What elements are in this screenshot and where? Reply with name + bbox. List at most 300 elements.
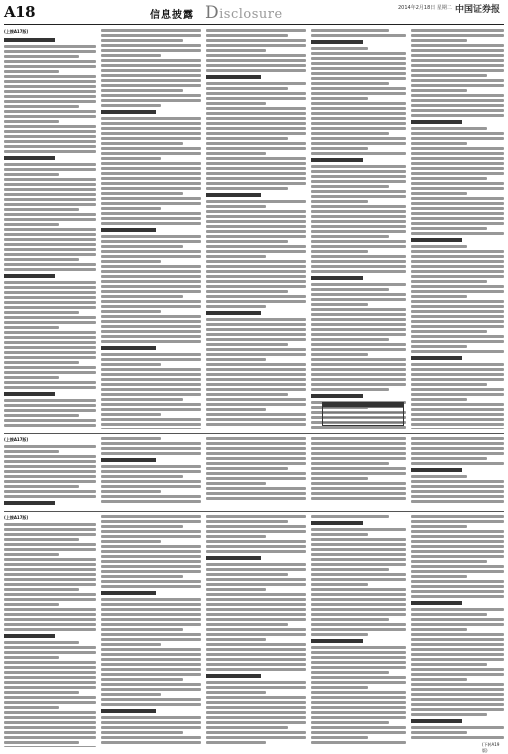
text-line: [311, 142, 406, 145]
column-13: [206, 515, 306, 747]
text-line: [206, 107, 306, 110]
text-line: [206, 623, 288, 626]
text-line: [311, 298, 406, 301]
text-line: [101, 485, 201, 488]
text-line: [206, 122, 306, 125]
text-line: [311, 62, 406, 65]
text-line: [206, 487, 306, 490]
text-line: [101, 340, 201, 343]
text-line: [4, 553, 59, 556]
text-line: [101, 79, 201, 82]
text-line: [311, 666, 406, 669]
text-line: [311, 276, 363, 280]
text-line: [101, 127, 201, 130]
text-line: [4, 105, 79, 108]
text-line: [411, 29, 504, 32]
text-line: [4, 450, 59, 453]
text-line: [206, 691, 266, 694]
text-line: [311, 313, 406, 316]
text-line: [101, 167, 201, 170]
text-line: [311, 528, 406, 531]
text-line: [206, 403, 306, 406]
text-line: [411, 452, 504, 455]
text-line: [101, 413, 161, 416]
text-line: [411, 633, 504, 636]
text-line: [101, 653, 201, 656]
text-line: [4, 523, 96, 526]
text-line: [311, 225, 406, 228]
text-line: [4, 163, 96, 166]
text-line: [206, 333, 306, 336]
text-line: [411, 442, 504, 445]
text-line: [101, 255, 201, 258]
text-line: [411, 520, 504, 523]
text-line: [411, 698, 504, 701]
text-line: [311, 92, 406, 95]
text-line: [411, 255, 504, 258]
text-line: [4, 736, 96, 739]
text-line: [4, 65, 96, 68]
text-line: [4, 341, 96, 344]
text-line: [101, 550, 201, 553]
text-line: [311, 318, 406, 321]
text-line: [4, 218, 96, 221]
text-line: [206, 437, 306, 440]
text-line: [4, 321, 96, 324]
text-line: [4, 296, 96, 299]
column-14: [311, 515, 406, 747]
text-line: [311, 462, 389, 465]
text-line: [4, 371, 96, 374]
text-line: [411, 147, 504, 150]
text-line: [311, 107, 406, 110]
text-line: [311, 343, 406, 346]
text-line: [206, 59, 306, 62]
text-line: [311, 681, 406, 684]
text-line: [206, 648, 306, 651]
text-line: [206, 633, 306, 636]
text-line: [4, 178, 96, 181]
column-9: [311, 437, 406, 507]
text-line: [411, 413, 504, 416]
text-line: [206, 220, 306, 223]
text-line: [411, 290, 504, 293]
text-line: [206, 568, 306, 571]
text-line: [4, 686, 96, 689]
text-line: [206, 608, 306, 611]
text-line: [206, 270, 306, 273]
text-line: [311, 618, 389, 621]
text-line: [206, 520, 288, 523]
text-line: [311, 573, 406, 576]
text-line: [311, 731, 406, 734]
text-line: [101, 270, 201, 273]
column-11: [4, 515, 96, 747]
text-line: [311, 230, 406, 233]
text-line: [206, 618, 306, 621]
text-line: [411, 300, 504, 303]
column-4: [311, 29, 406, 429]
text-line: [4, 233, 96, 236]
text-line: [206, 210, 306, 213]
text-line: [4, 414, 79, 417]
text-line: [206, 706, 306, 709]
text-line: [206, 323, 306, 326]
text-line: [411, 69, 504, 72]
text-line: [4, 291, 96, 294]
text-line: [311, 497, 406, 500]
text-line: [4, 548, 96, 551]
text-line: [411, 275, 504, 278]
text-line: [101, 142, 183, 145]
text-line: [101, 197, 201, 200]
text-line: [206, 250, 306, 253]
text-line: [4, 331, 96, 334]
text-line: [411, 315, 504, 318]
text-line: [4, 618, 96, 621]
text-line: [311, 426, 406, 429]
text-line: [411, 560, 487, 563]
text-line: [411, 668, 504, 671]
text-line: [4, 366, 96, 369]
text-line: [206, 686, 306, 689]
text-line: [101, 608, 201, 611]
text-line: [4, 75, 96, 78]
text-line: [411, 565, 504, 568]
text-line: [411, 310, 504, 313]
text-line: [101, 147, 201, 150]
text-line: [4, 628, 96, 631]
text-line: [411, 653, 504, 656]
text-line: [411, 495, 504, 498]
text-line: [411, 363, 504, 366]
text-line: [311, 333, 406, 336]
text-line: [411, 693, 504, 696]
text-line: [311, 373, 406, 376]
text-line: [311, 67, 406, 70]
text-line: [101, 698, 201, 701]
column-15: [411, 515, 504, 740]
text-line: [311, 639, 363, 643]
text-line: [411, 530, 504, 533]
text-line: [4, 419, 96, 422]
text-line: [206, 418, 306, 421]
text-line: [411, 708, 504, 711]
text-line: [311, 205, 406, 208]
text-line: [101, 520, 201, 523]
text-line: [101, 648, 201, 651]
text-line: [206, 368, 306, 371]
text-line: [101, 290, 201, 293]
text-line: [311, 363, 406, 366]
column-6: [4, 437, 96, 507]
text-line: [101, 678, 183, 681]
text-line: [4, 198, 96, 201]
text-line: [311, 553, 406, 556]
text-line: [101, 49, 201, 52]
text-line: [411, 500, 504, 503]
text-line: [311, 240, 406, 243]
text-line: [101, 64, 201, 67]
text-line: [4, 651, 96, 654]
text-line: [411, 719, 462, 723]
text-line: [206, 613, 306, 616]
text-line: [311, 578, 406, 581]
text-line: [101, 633, 201, 636]
text-line: [206, 172, 306, 175]
text-line: [101, 408, 201, 411]
text-line: [4, 706, 59, 709]
text-line: [4, 543, 96, 546]
text-line: [4, 681, 96, 684]
text-line: [101, 490, 161, 493]
text-line: [206, 132, 306, 135]
text-line: [311, 656, 406, 659]
text-line: [4, 125, 96, 128]
text-line: [206, 285, 306, 288]
text-line: [411, 468, 462, 472]
text-line: [411, 232, 504, 235]
text-line: [206, 442, 306, 445]
text-line: [311, 147, 368, 150]
text-line: [206, 535, 266, 538]
text-line: [411, 408, 504, 411]
text-line: [411, 238, 462, 242]
text-line: [4, 253, 96, 256]
text-line: [411, 167, 504, 170]
text-line: [206, 167, 306, 170]
text-line: [411, 535, 504, 538]
text-line: [411, 515, 504, 518]
text-line: [411, 157, 504, 160]
text-line: [101, 104, 161, 107]
text-line: [311, 270, 406, 273]
text-line: [101, 330, 201, 333]
text-line: [311, 388, 389, 391]
text-line: [311, 328, 406, 331]
text-line: [101, 603, 201, 606]
text-line: [206, 295, 306, 298]
text-line: [411, 250, 504, 253]
text-line: [101, 260, 161, 263]
text-line: [101, 335, 201, 338]
text-line: [311, 250, 368, 253]
text-line: [206, 177, 306, 180]
text-line: [4, 55, 79, 58]
text-line: [411, 39, 467, 42]
text-line: [411, 570, 504, 573]
text-line: [311, 515, 389, 518]
column-10: [411, 437, 504, 507]
text-line: [411, 608, 504, 611]
text-line: [311, 152, 406, 155]
text-line: [101, 59, 201, 62]
text-line: [411, 350, 504, 353]
text-line: [206, 142, 306, 145]
text-line: [4, 608, 96, 611]
text-line: [101, 688, 201, 691]
text-line: [101, 162, 201, 165]
column-12: [101, 515, 201, 747]
text-line: [101, 346, 156, 350]
text-line: [411, 585, 504, 588]
text-line: [311, 190, 406, 193]
text-line: [4, 656, 59, 659]
text-line: [4, 721, 96, 724]
text-line: [206, 328, 306, 331]
text-line: [411, 172, 504, 175]
text-line: [311, 472, 406, 475]
text-line: [4, 50, 96, 53]
text-line: [101, 89, 183, 92]
section-title-en-initial: D: [205, 3, 220, 23]
text-line: [206, 300, 306, 303]
text-line: [4, 135, 96, 138]
text-line: [206, 398, 306, 401]
text-line: [311, 117, 406, 120]
text-line: [206, 117, 306, 120]
text-line: [4, 480, 96, 483]
text-line: [206, 235, 306, 238]
text-line: [4, 60, 96, 63]
text-line: [4, 130, 96, 133]
text-line: [411, 152, 504, 155]
text-line: [4, 573, 96, 576]
text-line: [101, 177, 201, 180]
text-line: [4, 183, 96, 186]
text-line: [411, 202, 504, 205]
text-line: [311, 521, 363, 525]
text-line: [101, 495, 201, 498]
text-line: [101, 570, 201, 573]
text-line: [311, 348, 406, 351]
text-line: [206, 275, 306, 278]
text-line: [206, 643, 306, 646]
text-line: [311, 34, 406, 37]
text-line: [101, 703, 201, 706]
text-line: [411, 74, 487, 77]
text-line: [206, 462, 306, 465]
text-line: [311, 686, 368, 689]
text-line: [4, 392, 55, 396]
text-line: [101, 736, 201, 739]
text-line: [101, 393, 201, 396]
text-line: [311, 72, 406, 75]
text-line: [411, 325, 504, 328]
text-line: [4, 140, 96, 143]
text-line: [411, 525, 467, 528]
text-line: [311, 265, 406, 268]
text-line: [4, 85, 96, 88]
text-line: [206, 338, 306, 341]
text-line: [311, 563, 406, 566]
text-line: [311, 122, 406, 125]
text-line: [206, 34, 288, 37]
text-line: [311, 558, 406, 561]
text-line: [311, 437, 406, 440]
text-line: [411, 84, 504, 87]
text-line: [101, 428, 201, 429]
text-line: [206, 545, 306, 548]
text-line: [411, 736, 504, 739]
text-line: [4, 445, 96, 448]
header-rule: [4, 24, 504, 25]
text-line: [4, 711, 96, 714]
text-line: [101, 668, 201, 671]
text-line: [411, 658, 504, 661]
text-line: [311, 338, 389, 341]
text-line: [206, 447, 306, 450]
text-line: [411, 64, 504, 67]
text-line: [206, 393, 288, 396]
text-line: [311, 383, 406, 386]
text-line: [101, 540, 161, 543]
text-line: [206, 423, 306, 426]
text-line: [311, 40, 363, 44]
text-line: [4, 386, 96, 389]
text-line: [101, 585, 201, 588]
text-line: [101, 500, 201, 503]
text-line: [101, 465, 201, 468]
text-line: [411, 114, 504, 117]
text-line: [311, 633, 368, 636]
text-line: [4, 90, 96, 93]
text-line: [411, 187, 504, 190]
text-line: [411, 550, 504, 553]
text-line: [311, 736, 368, 739]
column-5: [411, 29, 504, 429]
text-line: [311, 378, 406, 381]
text-line: [411, 480, 504, 483]
text-line: [206, 87, 288, 90]
text-line: [206, 492, 306, 495]
text-line: [4, 351, 96, 354]
text-line: [411, 601, 462, 605]
text-line: [411, 335, 504, 338]
text-line: [101, 305, 201, 308]
text-line: [206, 205, 266, 208]
column-1: [4, 29, 96, 429]
text-line: [206, 97, 306, 100]
text-line: [101, 418, 201, 421]
text-line: [4, 80, 96, 83]
text-line: [311, 588, 406, 591]
text-line: [411, 217, 504, 220]
text-line: [411, 104, 504, 107]
text-line: [411, 683, 504, 686]
text-line: [101, 94, 201, 97]
text-line: [311, 235, 389, 238]
text-line: [206, 472, 306, 475]
text-line: [411, 79, 504, 82]
text-line: [206, 716, 306, 719]
text-line: [206, 525, 306, 528]
text-line: [311, 97, 368, 100]
text-line: [101, 535, 201, 538]
text-line: [311, 200, 368, 203]
text-line: [4, 671, 96, 674]
text-line: [311, 132, 389, 135]
text-line: [311, 82, 389, 85]
text-line: [206, 540, 306, 543]
text-line: [311, 487, 406, 490]
text-line: [411, 373, 504, 376]
text-line: [311, 568, 389, 571]
text-line: [206, 726, 288, 729]
text-line: [411, 418, 504, 421]
text-line: [4, 460, 96, 463]
text-line: [101, 202, 201, 205]
